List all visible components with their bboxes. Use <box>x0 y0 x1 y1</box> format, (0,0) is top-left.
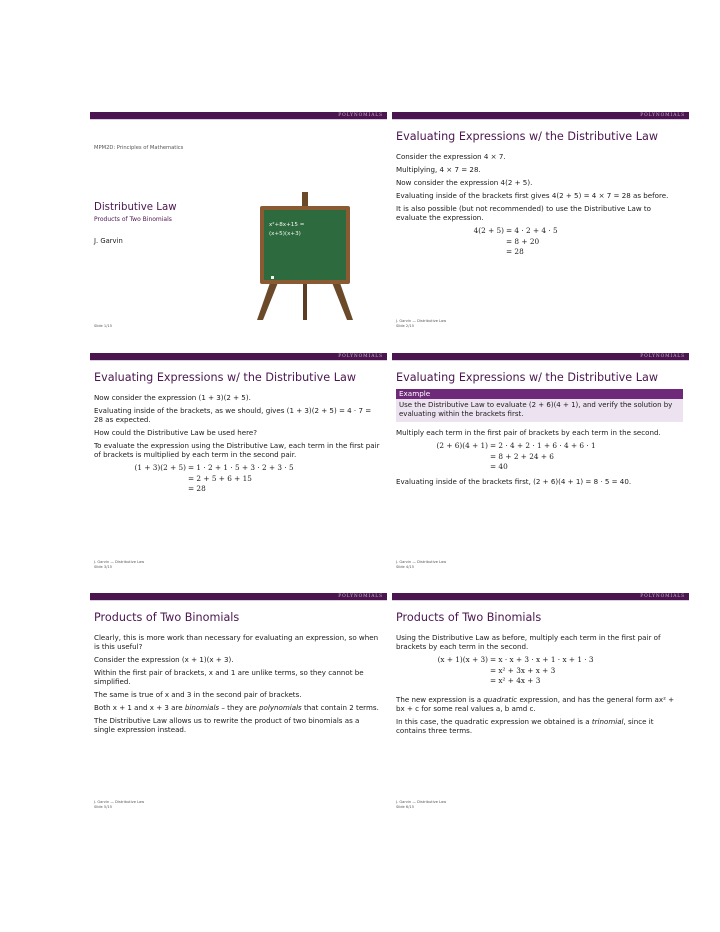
slide-4 <box>392 353 689 575</box>
paragraph: Within the first pair of brackets, x and 1 are unlike terms, so they cannot be simplified. <box>94 668 364 686</box>
header-bar <box>90 593 387 600</box>
slide-body <box>396 389 683 490</box>
equation-block <box>420 655 683 687</box>
footer-author: J. Garvin — Distributive Law <box>396 319 447 323</box>
eq-rhs: = 28 <box>188 484 206 493</box>
paragraph: Evaluating inside of the brackets first, (2 + 6)(4 + 1) = 8 · 5 = 40. <box>396 476 632 486</box>
header-rule <box>392 119 689 120</box>
slide-number: Slide 3/15 <box>94 565 112 569</box>
text: , since it contains three terms. <box>396 716 654 735</box>
equation-block <box>451 226 683 258</box>
slide-number: Slide 4/15 <box>396 565 414 569</box>
eq-rhs: = x · x + 3 · x + 1 · x + 1 · 3 <box>490 655 594 664</box>
paragraph <box>396 695 683 713</box>
eq-lhs <box>420 676 490 687</box>
deck-title: Distributive Law <box>94 202 177 213</box>
header-rule <box>90 600 387 601</box>
eq-rhs: = 8 + 2 + 24 + 6 <box>490 451 554 461</box>
example-label: Example <box>396 389 683 399</box>
paragraph: Consider the expression (x + 1)(x + 3). <box>94 655 234 664</box>
equation-block <box>118 463 381 495</box>
slide-body <box>94 393 381 495</box>
header-rule <box>392 360 689 361</box>
header-label: POLYNOMIALS <box>338 354 383 359</box>
slide-title: Evaluating Expressions w/ the Distributive Law <box>94 371 356 384</box>
slide-title: Products of Two Binomials <box>396 611 542 624</box>
header-bar <box>90 353 387 360</box>
paragraph: Evaluating inside of the brackets, as we should, gives (1 + 3)(2 + 5) = 4 · 7 = 28 as expected. <box>94 406 372 424</box>
slide-number: Slide 6/15 <box>396 805 414 809</box>
header-label: POLYNOMIALS <box>338 594 383 599</box>
header-rule <box>90 360 387 361</box>
paragraph: Now consider the expression (1 + 3)(2 + 5). <box>94 393 251 402</box>
header-bar <box>392 593 689 600</box>
course-name: MPM2D: Principles of Mathematics <box>94 145 184 151</box>
paragraph: Multiplying, 4 × 7 = 28. <box>396 165 481 174</box>
eq-rhs: = 4 · 2 + 4 · 5 <box>506 226 558 235</box>
chalkboard-easel-icon <box>257 192 353 322</box>
footer-author: J. Garvin — Distributive Law <box>396 800 447 804</box>
text: that contain 2 terms. <box>301 703 379 712</box>
slide-2 <box>392 112 689 334</box>
slide-6 <box>392 593 689 815</box>
header-bar <box>392 112 689 119</box>
paragraph <box>396 717 683 735</box>
paragraph: Now consider the expression 4(2 + 5). <box>396 178 533 187</box>
author: J. Garvin <box>94 237 123 245</box>
eq-rhs: = 2 · 4 + 2 · 1 + 6 · 4 + 6 · 1 <box>490 441 596 450</box>
example-box <box>396 389 683 422</box>
slide-footer <box>94 800 144 810</box>
paragraph: Consider the expression 4 × 7. <box>396 152 506 161</box>
text: expression, and has the general form ax² + bx + c for some real values a, b amd c. <box>396 694 675 713</box>
eq-lhs <box>420 462 490 473</box>
header-rule <box>90 119 387 120</box>
header-bar <box>90 112 387 119</box>
slide-footer <box>396 560 446 570</box>
paragraph: Multiply each term in the first pair of brackets by each term in the second. <box>396 428 661 437</box>
eq-lhs <box>118 484 188 495</box>
text: Both x + 1 and x + 3 are <box>94 703 185 712</box>
footer-author: J. Garvin — Distributive Law <box>94 560 145 564</box>
header-bar <box>392 353 689 360</box>
slide-title: Evaluating Expressions w/ the Distributive Law <box>396 371 658 384</box>
deck-subtitle: Products of Two Binomials <box>94 216 172 223</box>
slide-1 <box>90 112 387 334</box>
eq-rhs: = x² + 4x + 3 <box>490 676 541 685</box>
eq-lhs: (x + 1)(x + 3) <box>437 655 488 664</box>
board-line-1: x²+8x+15 = <box>269 222 305 228</box>
eq-rhs: = 40 <box>490 462 508 471</box>
slide-body <box>94 633 381 738</box>
slide-title: Evaluating Expressions w/ the Distributive Law <box>396 130 658 143</box>
eq-rhs: = 8 + 20 <box>506 236 540 246</box>
paragraph: The same is true of x and 3 in the second pair of brackets. <box>94 690 302 699</box>
paragraph: Using the Distributive Law as before, multiply each term in the first pair of brackets by each term in the second. <box>396 633 661 651</box>
header-label: POLYNOMIALS <box>338 113 383 118</box>
text: The new expression is a <box>396 694 484 704</box>
paragraph: To evaluate the expression using the Distributive Law, each term in the first pair of brackets is multiplied by each term in the second pair. <box>94 441 380 459</box>
paragraph: Evaluating inside of the brackets first gives 4(2 + 5) = 4 × 7 = 28 as before. <box>396 191 669 200</box>
eq-lhs: 4(2 + 5) <box>473 226 504 235</box>
paragraph <box>94 703 381 712</box>
example-text: Use the Distributive Law to evaluate (2 + 6)(4 + 1), and verify the solution by evaluating within the brackets first. <box>396 399 683 422</box>
text: In this case, the quadratic expression we obtained is a <box>396 716 592 726</box>
slide-3 <box>90 353 387 575</box>
header-label: POLYNOMIALS <box>640 113 685 118</box>
slide-footer <box>94 324 112 329</box>
footer-author: J. Garvin — Distributive Law <box>94 800 145 804</box>
eq-rhs: = 2 + 5 + 6 + 15 <box>188 473 252 483</box>
term-binomials: binomials <box>184 703 220 712</box>
eq-lhs: (2 + 6)(4 + 1) <box>436 441 488 450</box>
slide-footer <box>396 319 446 329</box>
slide-body <box>396 633 683 739</box>
paragraph: It is also possible (but not recommended) to use the Distributive Law to evaluate the expression. <box>396 204 651 222</box>
slide-footer <box>396 800 446 810</box>
slide-title: Products of Two Binomials <box>94 611 240 624</box>
equation-block <box>420 441 683 473</box>
footer-author: J. Garvin — Distributive Law <box>396 560 447 564</box>
term-polynomials: polynomials <box>259 703 302 712</box>
eq-lhs <box>451 247 506 258</box>
eq-lhs <box>451 237 506 248</box>
paragraph: Clearly, this is more work than necessary for evaluating an expression, so when is this useful? <box>94 633 379 651</box>
text: – they are <box>219 703 260 712</box>
slide-5 <box>90 593 387 815</box>
eq-lhs <box>420 452 490 463</box>
slide-number: Slide 2/15 <box>396 324 414 328</box>
term-trinomial: trinomial <box>591 716 624 726</box>
slide-number: Slide 1/15 <box>94 324 112 328</box>
eq-lhs: (1 + 3)(2 + 5) <box>134 463 186 472</box>
paragraph: How could the Distributive Law be used here? <box>94 428 258 437</box>
eq-lhs <box>118 474 188 485</box>
eq-rhs: = 1 · 2 + 1 · 5 + 3 · 2 + 3 · 5 <box>188 463 294 472</box>
header-label: POLYNOMIALS <box>640 354 685 359</box>
header-label: POLYNOMIALS <box>640 594 685 599</box>
eq-lhs <box>420 666 490 677</box>
slide-body <box>396 152 683 258</box>
eq-rhs: = 28 <box>506 247 524 256</box>
slide-footer <box>94 560 144 570</box>
slide-number: Slide 5/15 <box>94 805 112 809</box>
paragraph: The Distributive Law allows us to rewrite the product of two binomials as a single expression instead. <box>94 716 360 734</box>
header-rule <box>392 600 689 601</box>
eq-rhs: = x² + 3x + x + 3 <box>490 665 556 675</box>
term-quadratic: quadratic <box>483 694 518 704</box>
board-line-2: (x+5)(x+3) <box>269 231 301 237</box>
